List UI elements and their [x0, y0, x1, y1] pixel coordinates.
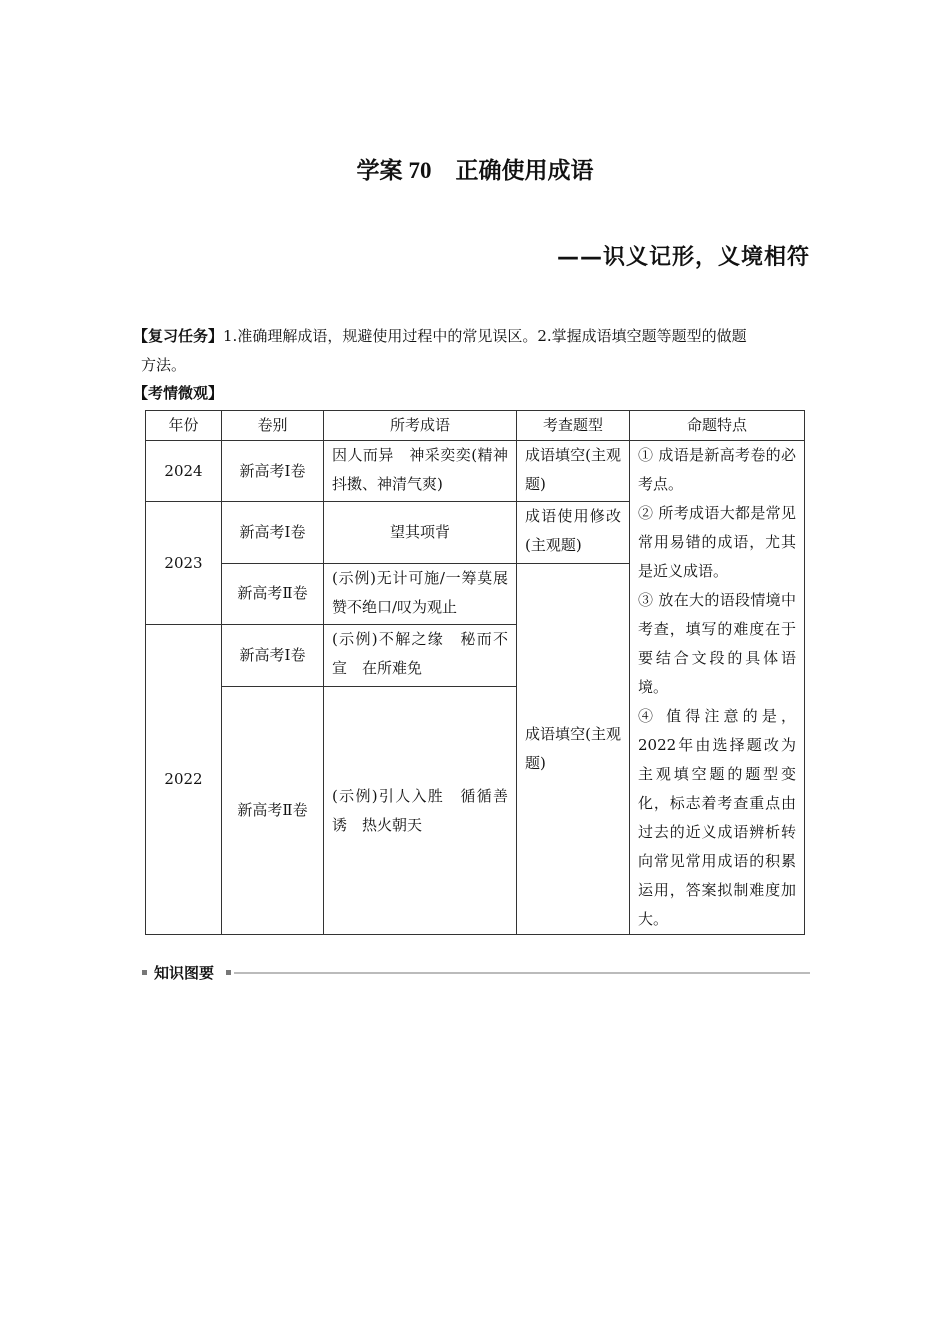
paper-cell: 新高考Ⅰ卷: [222, 441, 324, 502]
header-question-type: 考查题型: [517, 411, 630, 441]
exam-overview-label: 【考情微观】: [133, 384, 224, 402]
square-bullet-icon: [142, 970, 147, 975]
idiom-cell: 望其项背: [324, 502, 517, 564]
review-task-line2: 方法。: [141, 356, 187, 374]
idiom-cell: (示例)引人入胜 循循善诱 热火朝天: [324, 687, 517, 935]
review-task: [133, 322, 813, 380]
header-year: 年份: [146, 411, 222, 441]
table-header-row: [146, 411, 805, 441]
header-features: 命题特点: [630, 411, 805, 441]
review-task-line1: 1.准确理解成语，规避使用过程中的常见误区。2.掌握成语填空题等题型的做题: [223, 327, 747, 345]
idiom-cell: (示例)不解之缘 秘而不宣 在所难免: [324, 625, 517, 687]
type-cell: 成语填空(主观题): [517, 441, 630, 502]
exam-table: [145, 410, 805, 935]
square-bullet-icon: [226, 970, 231, 975]
year-cell: 2024: [146, 441, 222, 502]
paper-cell: 新高考Ⅱ卷: [222, 687, 324, 935]
divider-line: [234, 972, 810, 974]
paper-cell: 新高考Ⅱ卷: [222, 563, 324, 625]
type-cell: 成语填空(主观题): [517, 563, 630, 934]
header-idioms: 所考成语: [324, 411, 517, 441]
year-cell: 2023: [146, 502, 222, 625]
table-row: [146, 441, 805, 502]
page-subtitle: ——识义记形，义境相符: [556, 245, 810, 270]
review-task-label: 【复习任务】: [133, 327, 224, 345]
type-cell: 成语使用修改(主观题): [517, 502, 630, 564]
idiom-cell: (示例)无计可施/一筹莫展 赞不绝口/叹为观止: [324, 563, 517, 625]
feature-item: ② 所考成语大都是常见常用易错的成语，尤其是近义成语。: [638, 504, 796, 580]
feature-item: ③ 放在大的语段情境中考查，填写的难度在于要结合文段的具体语境。: [638, 591, 796, 696]
knowledge-map-label: 知识图要: [154, 964, 215, 982]
paper-cell: 新高考Ⅰ卷: [222, 502, 324, 564]
paper-cell: 新高考Ⅰ卷: [222, 625, 324, 687]
header-paper: 卷别: [222, 411, 324, 441]
knowledge-map-heading: [140, 962, 810, 986]
features-cell: [630, 441, 805, 935]
idiom-cell: 因人而异 神采奕奕(精神抖擞、神清气爽): [324, 441, 517, 502]
year-cell: 2022: [146, 625, 222, 935]
page-title: 学案 70 正确使用成语: [356, 158, 594, 184]
feature-item: ④ 值得注意的是，2022年由选择题改为主观填空题的题型变化，标志着考查重点由过去的近义成语辨析转向常见常用成语的积累运用，答案拟制难度加大。: [638, 707, 796, 928]
feature-item: ① 成语是新高考卷的必考点。: [638, 446, 796, 493]
